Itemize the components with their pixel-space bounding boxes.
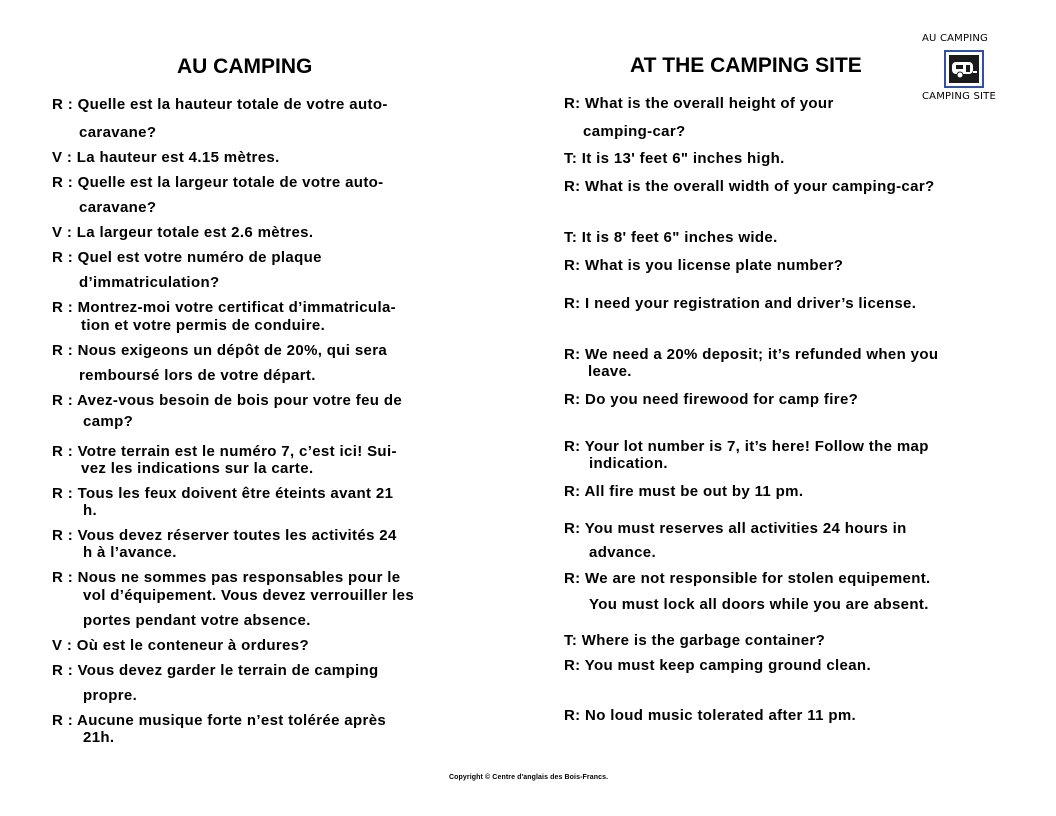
english-line: R: I need your registration and driver’s license. — [564, 295, 917, 312]
french-line: V : Où est le conteneur à ordures? — [52, 637, 309, 654]
french-line: caravane? — [79, 124, 157, 141]
french-line: R : Quel est votre numéro de plaque — [52, 249, 322, 266]
english-line: indication. — [589, 455, 668, 472]
english-line: R: We are not responsible for stolen equipement. — [564, 570, 931, 587]
sign-top-label: AU CAMPING — [922, 33, 988, 44]
copyright-notice: Copyright © Centre d'anglais des Bois-Francs. — [449, 774, 609, 781]
english-line: R: All fire must be out by 11 pm. — [564, 483, 804, 500]
french-line: propre. — [83, 687, 138, 704]
french-line: tion et votre permis de conduire. — [81, 317, 326, 334]
french-line: R : Tous les feux doivent être éteints avant 21 — [52, 485, 394, 502]
french-line: R : Quelle est la largeur totale de votre auto- — [52, 174, 384, 191]
english-line: R: We need a 20% deposit; it’s refunded when you — [564, 346, 939, 363]
french-line: R : Vous devez réserver toutes les activités 24 — [52, 527, 397, 544]
french-line: vol d’équipement. Vous devez verrouiller les — [83, 587, 415, 604]
french-line: vez les indications sur la carte. — [81, 460, 314, 477]
french-line: portes pendant votre absence. — [83, 612, 311, 629]
english-line: R: Your lot number is 7, it’s here! Follow the map — [564, 438, 929, 455]
french-line: 21h. — [83, 729, 115, 746]
camper-trailer-icon — [949, 55, 979, 83]
french-line: R : Nous exigeons un dépôt de 20%, qui sera — [52, 342, 388, 359]
english-line: R: Do you need firewood for camp fire? — [564, 391, 859, 408]
english-line: T: Where is the garbage container? — [564, 632, 826, 649]
english-line: T: It is 13' feet 6" inches high. — [564, 150, 785, 167]
english-line: R: No loud music tolerated after 11 pm. — [564, 707, 857, 724]
english-line: T: It is 8' feet 6" inches wide. — [564, 229, 778, 246]
french-line: caravane? — [79, 199, 157, 216]
french-line: R : Quelle est la hauteur totale de votre auto- — [52, 96, 388, 113]
french-line: h à l’avance. — [83, 544, 177, 561]
french-line: V : La largeur totale est 2.6 mètres. — [52, 224, 314, 241]
french-line: R : Aucune musique forte n’est tolérée après — [52, 712, 387, 729]
english-line: advance. — [589, 544, 657, 561]
french-line: h. — [83, 502, 98, 519]
english-line: R: What is you license plate number? — [564, 257, 844, 274]
french-line: R : Nous ne sommes pas responsables pour le — [52, 569, 401, 586]
sign-bottom-label: CAMPING SITE — [922, 91, 996, 102]
french-line: R : Montrez-moi votre certificat d’immatricula- — [52, 299, 397, 316]
english-line: You must lock all doors while you are absent. — [589, 596, 929, 613]
english-line: leave. — [588, 363, 632, 380]
french-line: remboursé lors de votre départ. — [79, 367, 316, 384]
english-title: AT THE CAMPING SITE — [630, 54, 862, 77]
french-line: R : Vous devez garder le terrain de camping — [52, 662, 379, 679]
french-line: R : Votre terrain est le numéro 7, c’est ici! Sui- — [52, 443, 397, 460]
english-line: R: You must keep camping ground clean. — [564, 657, 871, 674]
french-line: camp? — [83, 413, 134, 430]
english-line: camping-car? — [583, 123, 686, 140]
camper-trailer-icon-graphic — [949, 55, 979, 83]
english-line: R: What is the overall width of your camping-car? — [564, 178, 935, 195]
french-line: R : Avez-vous besoin de bois pour votre feu de — [52, 392, 403, 409]
english-line: R: You must reserves all activities 24 hours in — [564, 520, 907, 537]
french-line: V : La hauteur est 4.15 mètres. — [52, 149, 280, 166]
french-title: AU CAMPING — [177, 55, 313, 78]
french-line: d’immatriculation? — [79, 274, 220, 291]
english-line: R: What is the overall height of your — [564, 95, 834, 112]
camping-sign — [944, 50, 984, 88]
